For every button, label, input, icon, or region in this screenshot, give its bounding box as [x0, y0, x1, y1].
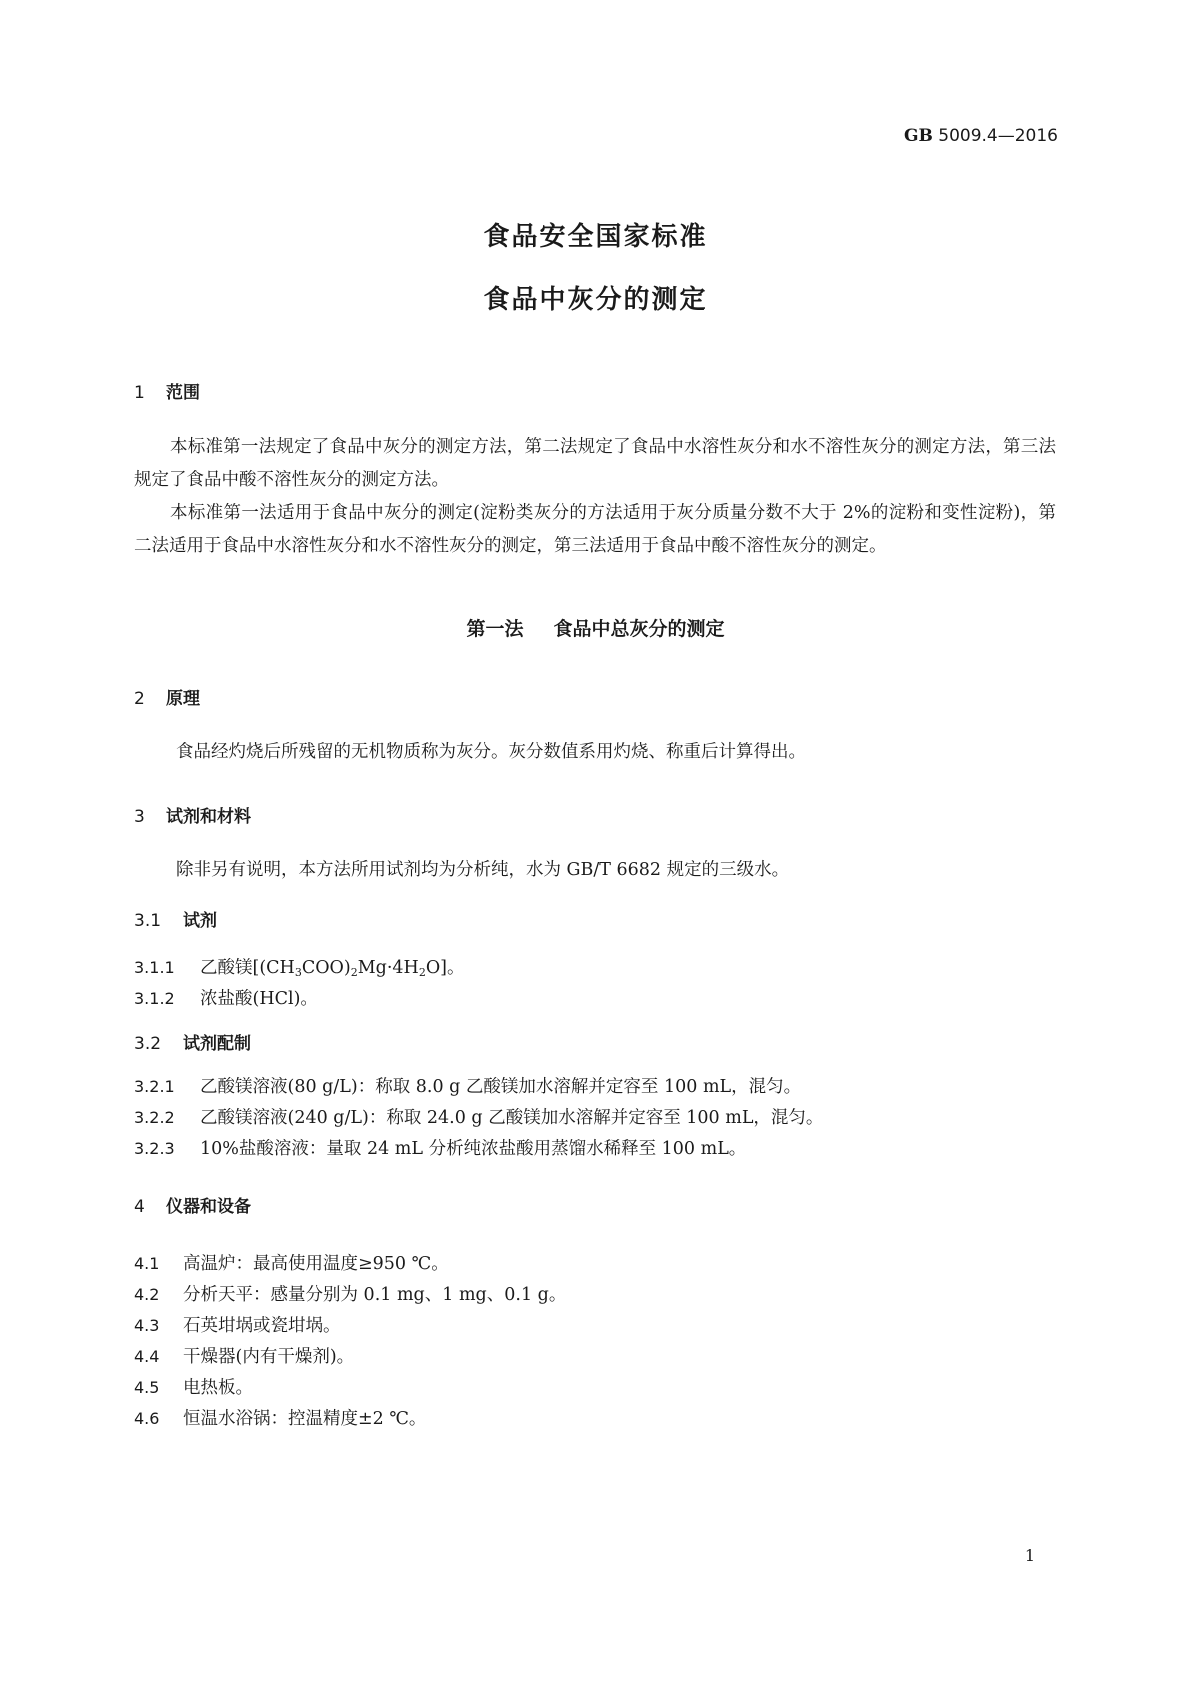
item-3-2-1: 3.2.1 乙酸镁溶液(80 g/L)：称取 8.0 g 乙酸镁加水溶解并定容至 100 mL，混匀。: [134, 1077, 802, 1097]
section-3-heading: 3 试剂和材料: [134, 807, 251, 827]
item-3-1-1: 3.1.1 乙酸镁$[(CH_3COO)_2Mg\cdot 4H_2O]$。: [134, 958, 465, 979]
reagents-note: 除非另有说明，本方法所用试剂均为分析纯，水为 GB/T 6682 规定的三级水。: [176, 860, 790, 880]
section-2-heading: 2 原理: [134, 689, 200, 709]
section-3-2-heading: 3.2 试剂配制: [134, 1034, 251, 1054]
standard-code: GB 5009.4—2016: [903, 126, 1058, 146]
item-4-5: 4.5 电热板。: [134, 1378, 253, 1398]
scope-paragraph-1: 本标准第一法规定了食品中灰分的测定方法，第二法规定了食品中水溶性灰分和水不溶性灰分的测定方法，第三法规定了食品中酸不溶性灰分的测定方法。: [134, 437, 1056, 490]
principle-text: 食品经灼烧后所残留的无机物质称为灰分。灰分数值系用灼烧、称重后计算得出。: [176, 742, 806, 762]
scope-paragraph-2: 本标准第一法适用于食品中灰分的测定(淀粉类灰分的方法适用于灰分质量分数不大于 2%的淀粉和变性淀粉)，第二法适用于食品中水溶性灰分和水不溶性灰分的测定，第三法适用于食品中酸不溶性灰分的测定。: [134, 503, 1056, 556]
item-3-2-2: 3.2.2 乙酸镁溶液(240 g/L)：称取 24.0 g 乙酸镁加水溶解并定容至 100 mL，混匀。: [134, 1108, 824, 1128]
section-1-body: [134, 431, 1056, 563]
method-1-heading: 第一法 食品中总灰分的测定: [466, 618, 725, 640]
item-4-1: 4.1 高温炉：最高使用温度≥950 ℃。: [134, 1254, 449, 1274]
item-4-4: 4.4 干燥器(内有干燥剂)。: [134, 1347, 355, 1367]
item-3-2-3: 3.2.3 10%盐酸溶液：量取 24 mL 分析纯浓盐酸用蒸馏水稀释至 100 mL。: [134, 1139, 747, 1159]
section-4-heading: 4 仪器和设备: [134, 1197, 251, 1217]
page-number: 1: [1024, 1546, 1035, 1565]
document-title: 食品安全国家标准: [483, 222, 708, 252]
section-1-heading: 1 范围: [134, 383, 200, 403]
item-3-1-2: 3.1.2 浓盐酸(HCl)。: [134, 989, 318, 1009]
section-3-1-heading: 3.1 试剂: [134, 911, 217, 931]
item-4-3: 4.3 石英坩埚或瓷坩埚。: [134, 1316, 341, 1336]
item-4-2: 4.2 分析天平：感量分别为 0.1 mg、1 mg、0.1 g。: [134, 1285, 567, 1305]
document-subtitle: 食品中灰分的测定: [483, 285, 708, 315]
item-4-6: 4.6 恒温水浴锅：控温精度±2 ℃。: [134, 1409, 427, 1429]
